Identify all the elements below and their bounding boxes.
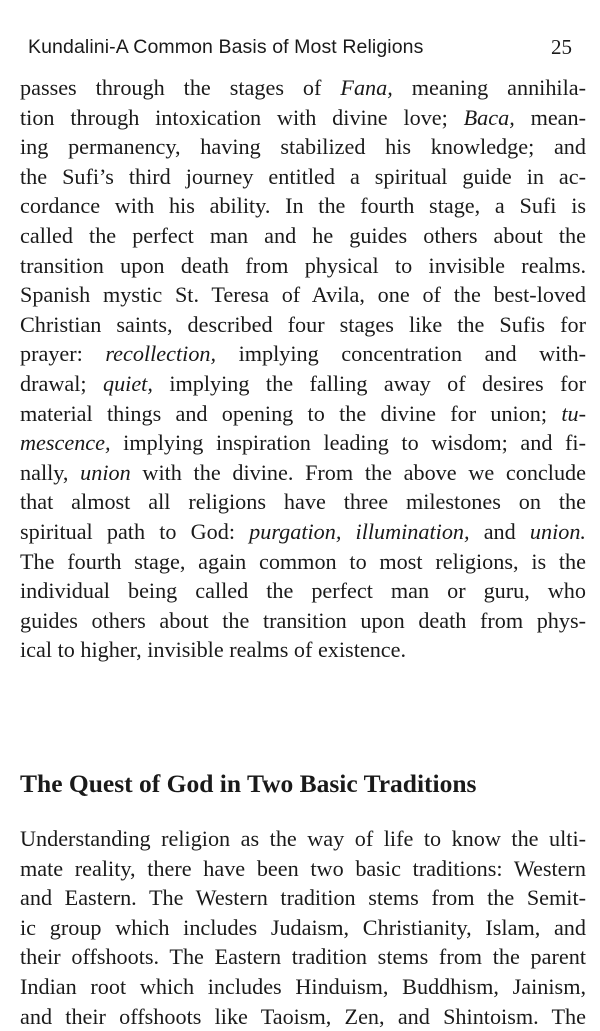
- text-run: spiritual path to God:: [20, 518, 250, 544]
- page-number: 25: [551, 35, 572, 59]
- text-line: [20, 280, 586, 310]
- text-line: [20, 913, 586, 943]
- text-run: nally,: [20, 459, 81, 485]
- text-line: [20, 576, 586, 606]
- text-run: passes through the stages of: [20, 75, 341, 100]
- text-line: [20, 428, 586, 458]
- text-run: mean-: [514, 104, 587, 130]
- text-line: [20, 191, 586, 221]
- running-header: [28, 32, 572, 62]
- text-run: ic group which includes Judaism, Christianity, Islam, and: [20, 914, 586, 940]
- text-run: ical to higher, invisible realms of existence.: [20, 637, 407, 663]
- text-line: [20, 883, 586, 913]
- text-run: The fourth stage, again common to most religions, is the: [20, 548, 586, 574]
- text-run: individual being called the perfect man or guru, who: [20, 578, 586, 604]
- text-run: their offshoots. The Eastern tradition stems from the parent: [20, 944, 586, 970]
- text-run: guides others about the transition upon death from phys-: [20, 607, 586, 633]
- text-run: with the divine. From the above we conclude: [130, 459, 586, 485]
- text-run: tion through intoxication with divine love;: [20, 104, 464, 130]
- italic-term: union.: [529, 518, 586, 544]
- italic-term: Baca,: [463, 104, 515, 130]
- text-line: [20, 458, 586, 488]
- text-line: [20, 251, 586, 281]
- text-run: prayer:: [20, 341, 106, 367]
- text-line: [20, 1002, 586, 1031]
- text-run: the Sufi’s third journey entitled a spiritual guide in ac-: [20, 163, 586, 189]
- text-run: and Eastern. The Western tradition stems from the Semit-: [20, 885, 586, 911]
- text-run: called the perfect man and he guides others about the: [20, 222, 586, 248]
- text-line: [20, 635, 586, 665]
- text-line: [20, 132, 586, 162]
- text-run: implying inspiration leading to wisdom; and fi-: [110, 430, 586, 456]
- section-heading: The Quest of God in Two Basic Traditions: [20, 769, 477, 798]
- text-run: transition upon death from physical to invisible realms.: [20, 252, 586, 278]
- text-run: and: [469, 518, 530, 544]
- text-run: Understanding religion as the way of life to know the ulti-: [20, 826, 586, 851]
- italic-term: Fana,: [340, 75, 393, 100]
- text-line: [20, 487, 586, 517]
- text-line: [20, 942, 586, 972]
- text-run: implying concentration and with-: [216, 341, 586, 367]
- text-line: [20, 972, 586, 1002]
- text-run: implying the falling away of desires for: [152, 370, 586, 396]
- text-line: [20, 824, 586, 854]
- italic-term: recollection,: [105, 341, 217, 367]
- text-run: Spanish mystic St. Teresa of Avila, one of the best-loved: [20, 282, 586, 308]
- text-run: Indian root which includes Hinduism, Buddhism, Jainism,: [20, 973, 586, 999]
- italic-term: purgation, illumination,: [249, 518, 470, 544]
- text-run: meaning annihila-: [392, 75, 587, 100]
- text-run: drawal;: [20, 370, 103, 396]
- italic-term: tu-: [561, 400, 586, 426]
- text-run: ing permanency, having stabilized his knowledge; and: [20, 134, 586, 160]
- body-paragraph: [20, 73, 586, 665]
- text-line: [20, 854, 586, 884]
- text-run: material things and opening to the divine for union;: [20, 400, 562, 426]
- text-line: [20, 369, 586, 399]
- text-line: [20, 339, 586, 369]
- text-line: [20, 547, 586, 577]
- text-line: [20, 73, 586, 103]
- text-line: [20, 162, 586, 192]
- body-paragraph: [20, 824, 586, 1031]
- text-run: cordance with his ability. In the fourth stage, a Sufi is: [20, 193, 586, 219]
- running-title: Kundalini-A Common Basis of Most Religions: [28, 36, 424, 58]
- text-line: [20, 517, 586, 547]
- text-line: [20, 103, 586, 133]
- italic-term: mescence,: [20, 430, 111, 456]
- text-run: Christian saints, described four stages like the Sufis for: [20, 311, 586, 337]
- italic-term: union: [80, 459, 131, 485]
- italic-term: quiet,: [102, 370, 153, 396]
- text-run: and their offshoots like Taoism, Zen, and Shintoism. The: [20, 1003, 586, 1029]
- text-line: [20, 399, 586, 429]
- text-line: [20, 221, 586, 251]
- text-run: mate reality, there have been two basic traditions: Western: [20, 855, 586, 881]
- text-run: that almost all religions have three milestones on the: [20, 489, 586, 515]
- text-line: [20, 310, 586, 340]
- text-line: [20, 606, 586, 636]
